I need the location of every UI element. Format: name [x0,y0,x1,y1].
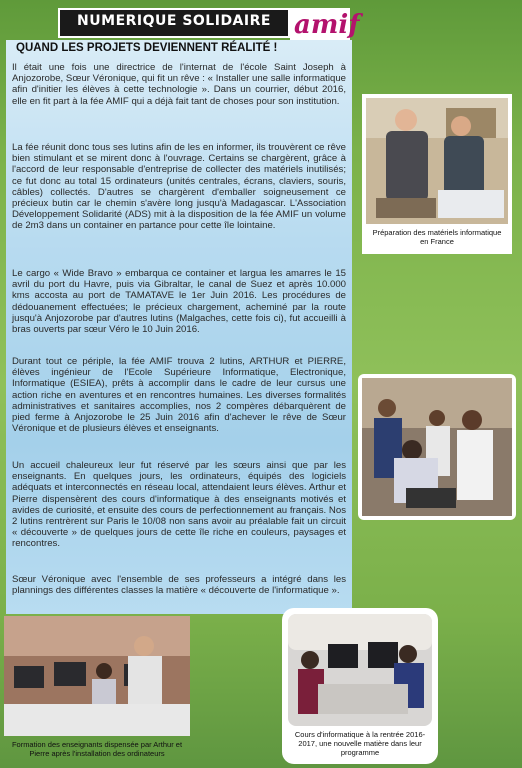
paragraph-3: Le cargo « Wide Bravo » embarqua ce container et largua les amarres le 15 avril du port du Havre, puis via Gibraltar, le canal de Suez et après 10.000 kms accosta au port de TAMATAVE le 1er Juin 2016. Les procédures de dédouanement effectuées; le précieux chargement, acheminé par la route jusqu'à Anjozorobe par d'autres lutins (Malgaches, cette fois ci), fut accueilli à bras ouverts par sœur Véro le 10 Juin 2016. [12,268,346,336]
photo-teacher-training [4,616,190,764]
header-title: NUMERIQUE SOLIDAIRE [77,13,271,29]
paragraph-1: Il était une fois une directrice de l'internat de l'école Saint Joseph à Anjozorobe, Sœur Véronique, qui fit un rêve : « Installer une salle informatique afin d'initier les élèves à cette technologie ». Dans un courrier, début 2016, elle en fit part à la fée AMIF qui a déjà fait tant de choses pour son institution. [12,62,346,107]
photo-it-class [282,608,438,764]
photo-caption: Cours d'informatique à la rentrée 2016- 2017, une nouvelle matière dans leur programme [294,730,426,757]
paragraph-4: Durant tout ce périple, la fée AMIF trouva 2 lutins, ARTHUR et PIERRE, élèves ingénieur de l'Ecole Supérieure Informatique, Electronique, Informatique (ESIEA), prêts à accomplir dans le cadre de leur cursus une action riche en aventures et en rencontres humaines. Les diverses formalités administratives et sanitaires accomplies, nos 2 compères débarquèrent de pied ferme à Anjozorobe le 25 Juin 2016 afin d'achever le rêve de Sœur Véronique et de plusieurs élèves et enseignants. [12,356,346,435]
paragraph-6: Sœur Véronique avec l'ensemble de ses professeurs a intégré dans les plannings des différentes classes la matière « découverte de l'informatique ». [12,574,346,597]
classroom-image [362,378,512,516]
paragraph-5: Un accueil chaleureux leur fut réservé par les sœurs ainsi que par les enseignants. En quelques jours, les ordinateurs, équipés des logiciels adéquats et interconnectés en réseau local, attendaient leurs élèves. Arthur et Pierre dispensèrent des cours d'informatique à des enseignants motivés et avides de curiosité, et ensuite des cours de perfectionnement au français. Nos 2 lutins rentrèrent sur Paris le 10/08 non sans avoir au préalable fait un circuit « découverte » de quelques jours de cette île riche en couleurs, paysages et rencontres. [12,460,346,550]
logo-name: amif [294,10,360,40]
header-banner [58,8,290,38]
article-panel [6,40,352,614]
photo-preparation [362,94,512,254]
photo-classroom [358,374,516,520]
paragraph-2: La fée réunit donc tous ses lutins afin de les en informer, ils trouvèrent ce rêve bien stimulant et se mirent donc à l'ouvrage. Certains se chargèrent, grâce à l'accord de leur responsable d'entreprise de collecter des matériels inutilisés; ce fut donc au total 15 ordinateurs (unités centrales, écrans, claviers, souris, câbles) collectés. D'autres se chargèrent d'emballer soigneusement ce précieux butin car le chemin s'avère long jusqu'à Madagascar. L'Association Développement Solidarité (ADS) mit à la disposition de la fée AMIF un volume de 2m3 dans un container en partance pour cette île lointaine. [12,142,346,232]
photo-caption: Préparation des matériels informatique en France [372,228,502,246]
photo-caption: Formation des enseignants dispensée par Arthur et Pierre après l'installation des ordinateurs [11,740,183,758]
article-title: QUAND LES PROJETS DEVIENNENT RÉALITÉ ! [16,42,278,54]
it-class-image [288,614,432,726]
preparation-image [366,98,508,224]
training-image [4,616,190,736]
